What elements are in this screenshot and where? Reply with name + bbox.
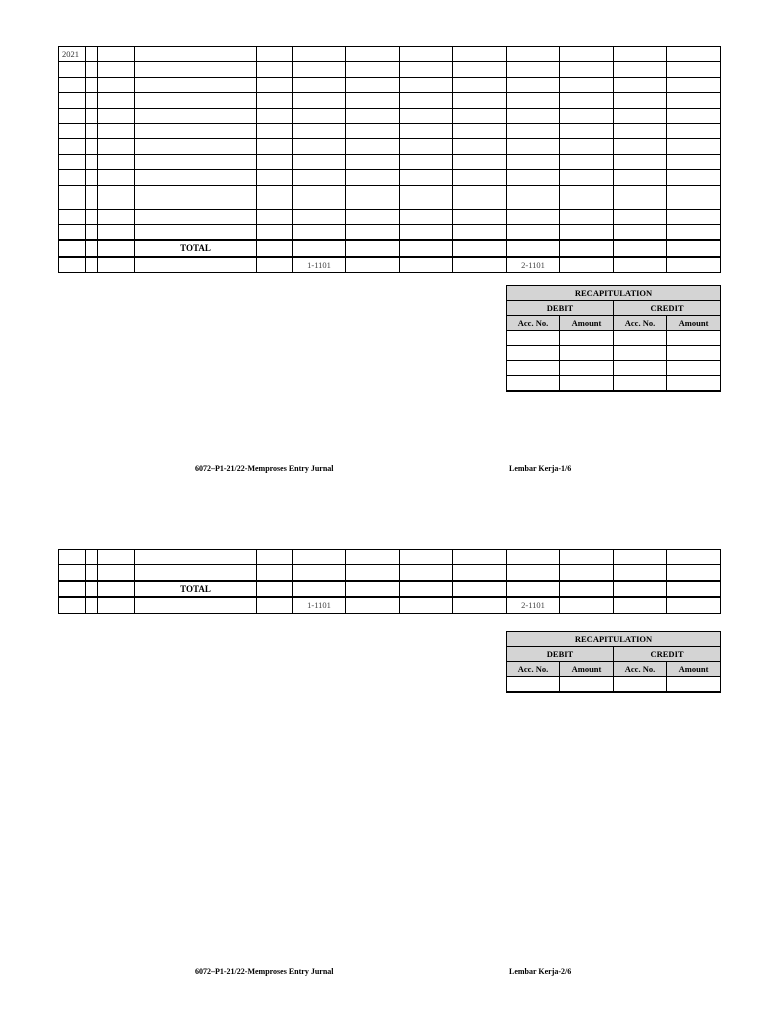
table-row xyxy=(59,209,721,224)
account-row xyxy=(59,597,721,613)
recap-debit-header: DEBIT xyxy=(507,301,614,316)
recap-debit-acc-no: Acc. No. xyxy=(507,662,560,677)
recap-credit-header: CREDIT xyxy=(614,301,721,316)
table-row xyxy=(59,47,721,62)
table-row xyxy=(59,93,721,108)
table-row xyxy=(507,346,721,361)
table-row xyxy=(59,565,721,581)
journal-body-2 xyxy=(59,550,721,614)
recapitulation-table-1 xyxy=(506,285,721,392)
table-row xyxy=(59,550,721,565)
total-label: TOTAL xyxy=(135,581,257,597)
recap-credit-amount: Amount xyxy=(667,316,721,331)
total-row xyxy=(59,581,721,597)
recap-debit-header: DEBIT xyxy=(507,647,614,662)
recap-credit-header: CREDIT xyxy=(614,647,721,662)
journal-table-1 xyxy=(58,46,721,273)
recap-debit-acc-no: Acc. No. xyxy=(507,316,560,331)
debit-account-number: 1-1101 xyxy=(293,597,346,613)
total-label: TOTAL xyxy=(135,240,257,256)
recap-title: RECAPITULATION xyxy=(507,286,721,301)
recap-credit-amount: Amount xyxy=(667,662,721,677)
table-row xyxy=(59,170,721,185)
credit-account-number: 2-1101 xyxy=(507,257,560,273)
recap-debit-amount: Amount xyxy=(560,316,614,331)
account-row xyxy=(59,257,721,273)
recap-title: RECAPITULATION xyxy=(507,632,721,647)
recap-credit-acc-no: Acc. No. xyxy=(614,316,667,331)
table-row xyxy=(59,139,721,154)
credit-account-number: 2-1101 xyxy=(507,597,560,613)
table-row xyxy=(59,62,721,77)
total-row xyxy=(59,240,721,256)
year-cell: 2021 xyxy=(59,47,86,62)
table-row xyxy=(59,123,721,138)
footer-sheet-number-1: Lembar Kerja-1/6 xyxy=(509,464,572,473)
table-row xyxy=(59,185,721,209)
journal-body-1 xyxy=(59,47,721,273)
table-row xyxy=(507,361,721,376)
table-row xyxy=(507,331,721,346)
table-row xyxy=(59,77,721,92)
debit-account-number: 1-1101 xyxy=(293,257,346,273)
table-row xyxy=(59,224,721,240)
recapitulation-table-2 xyxy=(506,631,721,693)
table-row xyxy=(59,108,721,123)
table-row xyxy=(59,154,721,169)
table-row xyxy=(507,376,721,392)
footer-title-1: 6072–P1-21/22-Memproses Entry Jurnal xyxy=(195,464,334,473)
recap-debit-amount: Amount xyxy=(560,662,614,677)
footer-sheet-number-2: Lembar Kerja-2/6 xyxy=(509,967,572,976)
table-row xyxy=(507,677,721,693)
footer-title-2: 6072–P1-21/22-Memproses Entry Jurnal xyxy=(195,967,334,976)
journal-table-2 xyxy=(58,549,721,614)
recap-credit-acc-no: Acc. No. xyxy=(614,662,667,677)
